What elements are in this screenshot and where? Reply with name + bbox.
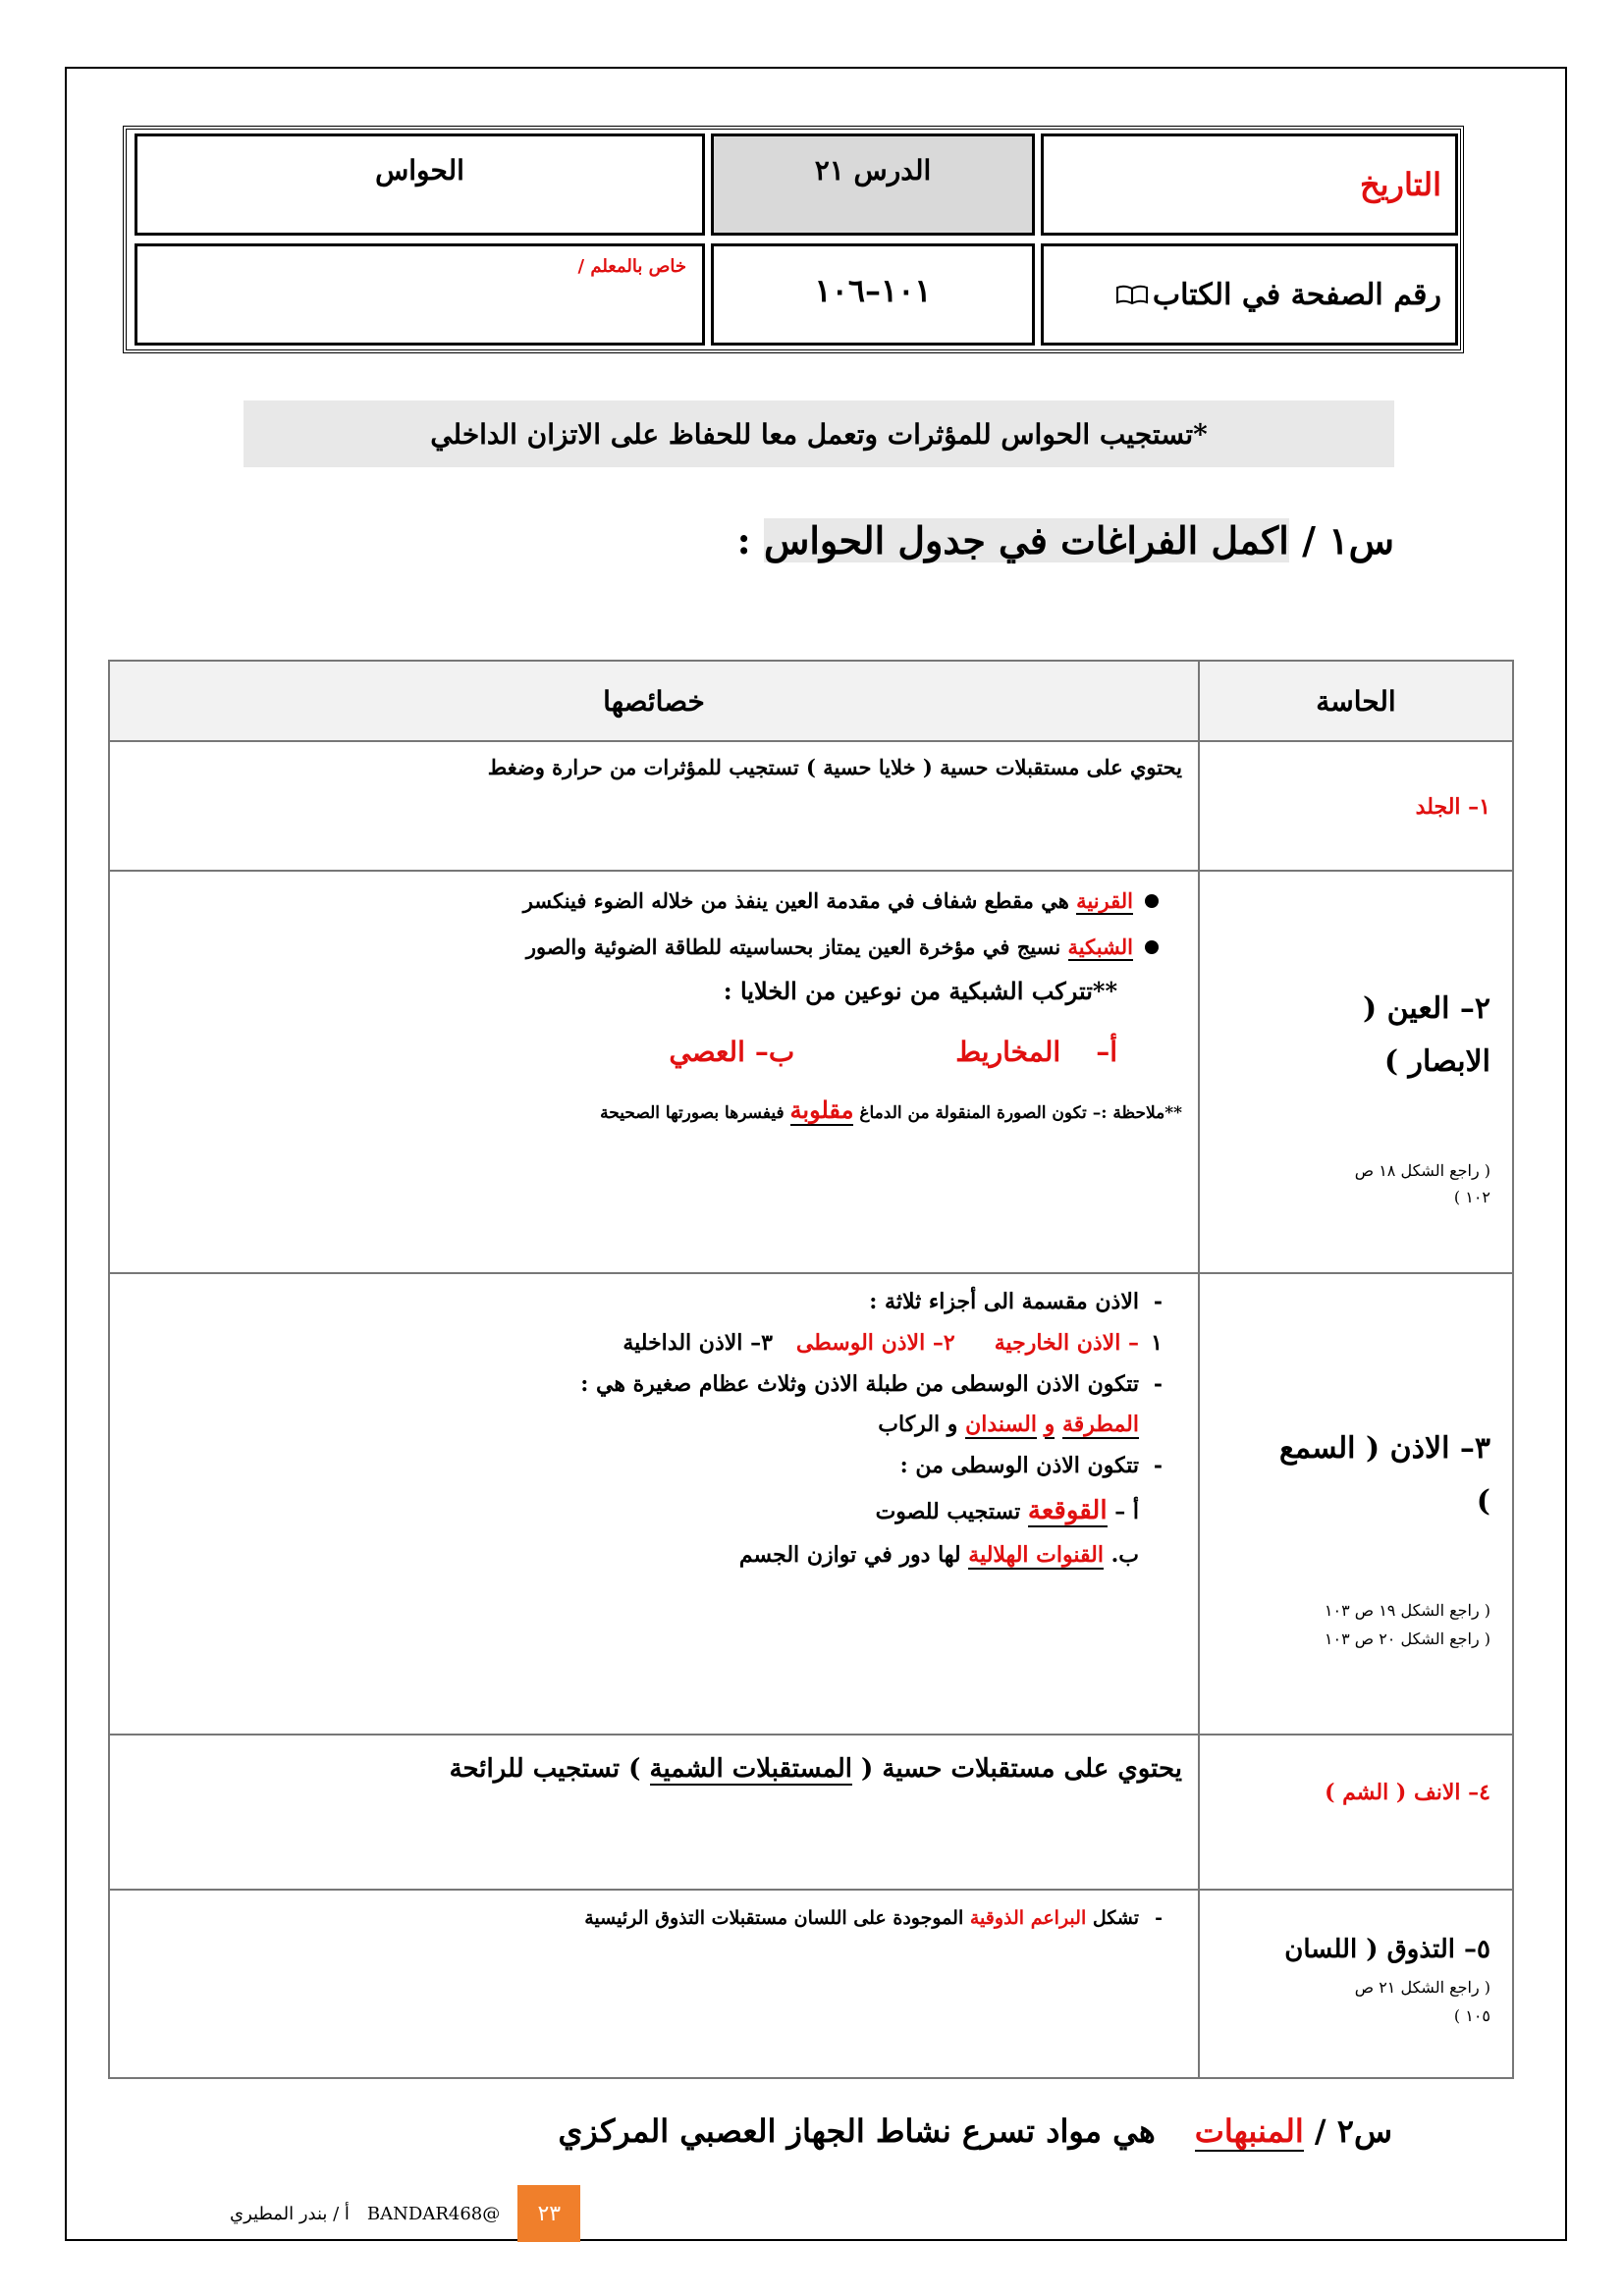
ear-row — [109, 1273, 1513, 1735]
date-label: التاريخ — [1359, 166, 1441, 203]
ear-name: ٣– الاذن ( السمع — [1278, 1431, 1490, 1466]
q2-prefix-and-term — [1195, 2112, 1392, 2150]
lesson-label: الدرس ٢١ — [814, 154, 932, 187]
skin-row — [109, 741, 1513, 871]
ear-ref-2: ( راجع الشكل ٢٠ ص ١٠٣ — [1324, 1629, 1490, 1648]
stirrup-term: و الركاب — [878, 1412, 958, 1438]
senses-table — [108, 660, 1514, 2079]
tongue-row — [109, 1890, 1513, 2078]
retina-cells — [130, 1031, 1117, 1073]
q2-prefix: س٢ / — [1314, 2112, 1392, 2150]
q1-suffix: : — [736, 518, 751, 562]
nose-props-cell — [109, 1735, 1199, 1890]
tongue-ref-2: ١٠٥ ) — [1453, 2005, 1490, 2025]
tongue-line: - تشكل البراعم الذوقية الموجودة على اللسان مستقبلات التذوق الرئيسية — [584, 1907, 1163, 1929]
skin-props-cell — [109, 741, 1199, 871]
nose-desc-post: ) تستجيب للرائحة — [449, 1754, 641, 1784]
canals-label: ب. — [1110, 1542, 1139, 1569]
tongue-ref: ( راجع الشكل ٢١ ص — [1354, 1978, 1490, 1997]
author-handle: @BANDAR468 — [366, 2203, 501, 2224]
page-footer — [230, 2185, 580, 2242]
taste-buds-term: البراعم الذوقية — [969, 1907, 1087, 1929]
tongue-props-cell — [109, 1890, 1199, 2078]
nose-name: ٤– الانف ( الشم ) — [1325, 1780, 1490, 1805]
author-name: أ / بندر المطيري — [230, 2203, 350, 2224]
cell-a-term: المخاريط — [955, 1036, 1061, 1069]
q2-term: المنبهات — [1194, 2112, 1304, 2150]
q1-prefix: س١ / — [1302, 518, 1394, 562]
book-pages: ١٠١–١٠٦ — [814, 272, 932, 309]
ear-sense-cell — [1199, 1273, 1513, 1735]
eye-ref: ( راجع الشكل ١٨ ص — [1354, 1161, 1490, 1180]
eye-row — [109, 871, 1513, 1273]
eye-name-2: الابصار ) — [1383, 1044, 1490, 1079]
question-1 — [737, 518, 1394, 562]
cell-a-label: أ– — [1096, 1036, 1117, 1069]
ear-line-2 — [130, 1323, 1163, 1364]
cell-b-label: ب– — [754, 1036, 795, 1069]
inner-ear: ٣– الاذن الداخلية — [623, 1329, 773, 1356]
ear-part-num: ١ — [1151, 1329, 1163, 1356]
book-pages-cell — [711, 243, 1035, 346]
middle-ear: ٢– الاذن الوسطى — [795, 1329, 955, 1356]
q1-text: اكمل الفراغات في جدول الحواس — [763, 518, 1289, 562]
ear-line-5: - تتكون الاذن الوسطى من : — [130, 1446, 1163, 1487]
cochlea-term: القوقعة — [1027, 1495, 1108, 1525]
tongue-name: ٥– التذوق ( اللسان — [1284, 1935, 1490, 1964]
topic-cell — [135, 133, 705, 236]
page-number-box — [517, 2185, 580, 2242]
table-header-row — [109, 661, 1513, 741]
hammer-term: المطرقة — [1061, 1412, 1139, 1438]
ear-line-7 — [130, 1535, 1139, 1576]
lesson-number-cell — [711, 133, 1035, 236]
retina-desc: نسيج في مؤخرة العين يمتاز بحساسيته للطاقة الضوئية والصور — [525, 934, 1061, 959]
teacher-only-label: خاص بالمعلم / — [577, 256, 686, 277]
cochlea-desc: تستجيب للصوت — [875, 1498, 1021, 1524]
col-sense-header: الحاسة — [1199, 661, 1513, 741]
cornea-desc: هي مقطع شفاف في مقدمة العين ينفذ من خلاله الضوء فينكسر — [522, 888, 1069, 913]
note-rest: فيفسرها بصورتها الصحيحة — [600, 1102, 785, 1123]
ear-line-6 — [130, 1487, 1139, 1535]
ear-props-cell — [109, 1273, 1199, 1735]
bullet-dot-icon — [1145, 894, 1159, 908]
nose-sense-cell — [1199, 1735, 1513, 1890]
ear-line-4 — [130, 1405, 1139, 1446]
tongue-desc-post: الموجودة على اللسان مستقبلات التذوق الرئيسية — [584, 1907, 964, 1929]
intro-statement: *تستجيب الحواس للمؤثرات وتعمل معا للحفاظ على الاتزان الداخلي — [244, 400, 1394, 467]
lesson-header-table — [123, 126, 1464, 353]
cochlea-label: أ – — [1114, 1498, 1139, 1524]
ear-parts-intro: الاذن مقسمة الى أجزاء ثلاثة : — [869, 1289, 1139, 1314]
page-number: ٢٣ — [537, 2201, 562, 2226]
ear-line-1: - الاذن مقسمة الى أجزاء ثلاثة : — [130, 1282, 1163, 1323]
middle-ear-bones: تتكون الاذن الوسطى من طبلة الاذن وثلاث عظام صغيرة هي : — [580, 1370, 1139, 1397]
book-page-label: رقم الصفحة في الكتاب — [1152, 277, 1441, 312]
anvil-term: السندان — [965, 1412, 1037, 1438]
teacher-cell — [135, 243, 705, 346]
topic-title: الحواس — [375, 154, 464, 187]
nose-desc-pre: يحتوي على مستقبلات حسية ( — [861, 1754, 1182, 1784]
skin-desc: يحتوي على مستقبلات حسية ( خلايا حسية ) تستجيب للمؤثرات من حرارة وضغط — [487, 755, 1182, 779]
ear-name-2: ) — [1476, 1484, 1490, 1519]
eye-note — [130, 1092, 1182, 1128]
book-page-cell — [1041, 243, 1458, 346]
q2-text: هي مواد تسرع نشاط الجهاز العصبي المركزي — [558, 2112, 1156, 2150]
eye-ref-2: ١٠٢ ) — [1453, 1188, 1490, 1207]
cornea-term: القرنية — [1076, 888, 1133, 913]
skin-name: ١– الجلد — [1415, 794, 1490, 820]
outer-ear: – الاذن الخارجية — [994, 1329, 1139, 1356]
skin-sense-cell — [1199, 741, 1513, 871]
cell-b-term: العصي — [669, 1036, 745, 1069]
question-2 — [558, 2112, 1392, 2150]
eye-name: ٢– العين ( — [1362, 991, 1490, 1026]
note-prefix: **ملاحظة :– تكون الصورة المنقولة من الدماغ — [859, 1102, 1182, 1123]
canals-desc: لها دور في توازن الجسم — [738, 1542, 961, 1569]
nose-desc-term: المستقبلات الشمية — [649, 1754, 852, 1784]
nose-row — [109, 1735, 1513, 1890]
note-term: مقلوبة — [789, 1095, 854, 1124]
eye-props-cell — [109, 871, 1199, 1273]
ear-line-3: - تتكون الاذن الوسطى من طبلة الاذن وثلاث عظام صغيرة هي : — [130, 1364, 1163, 1406]
and-word: و — [1044, 1412, 1056, 1438]
canals-term: القنوات الهلالية — [968, 1542, 1104, 1569]
tongue-sense-cell — [1199, 1890, 1513, 2078]
ear-ref-1: ( راجع الشكل ١٩ ص ١٠٣ — [1324, 1601, 1490, 1620]
eye-bullet-cornea — [130, 885, 1159, 918]
date-cell — [1041, 133, 1458, 236]
eye-sense-cell — [1199, 871, 1513, 1273]
retina-intro: **تتركب الشبكية من نوعين من الخلايا : — [723, 977, 1117, 1006]
retina-term: الشبكية — [1067, 934, 1133, 959]
bullet-dot-icon — [1145, 940, 1159, 954]
inner-ear-intro: تتكون الاذن الوسطى من : — [899, 1453, 1139, 1479]
col-props-header: خصائصها — [109, 661, 1199, 741]
tongue-desc-pre: تشكل — [1092, 1907, 1139, 1929]
eye-bullet-retina — [130, 932, 1159, 964]
book-icon — [1115, 284, 1149, 305]
